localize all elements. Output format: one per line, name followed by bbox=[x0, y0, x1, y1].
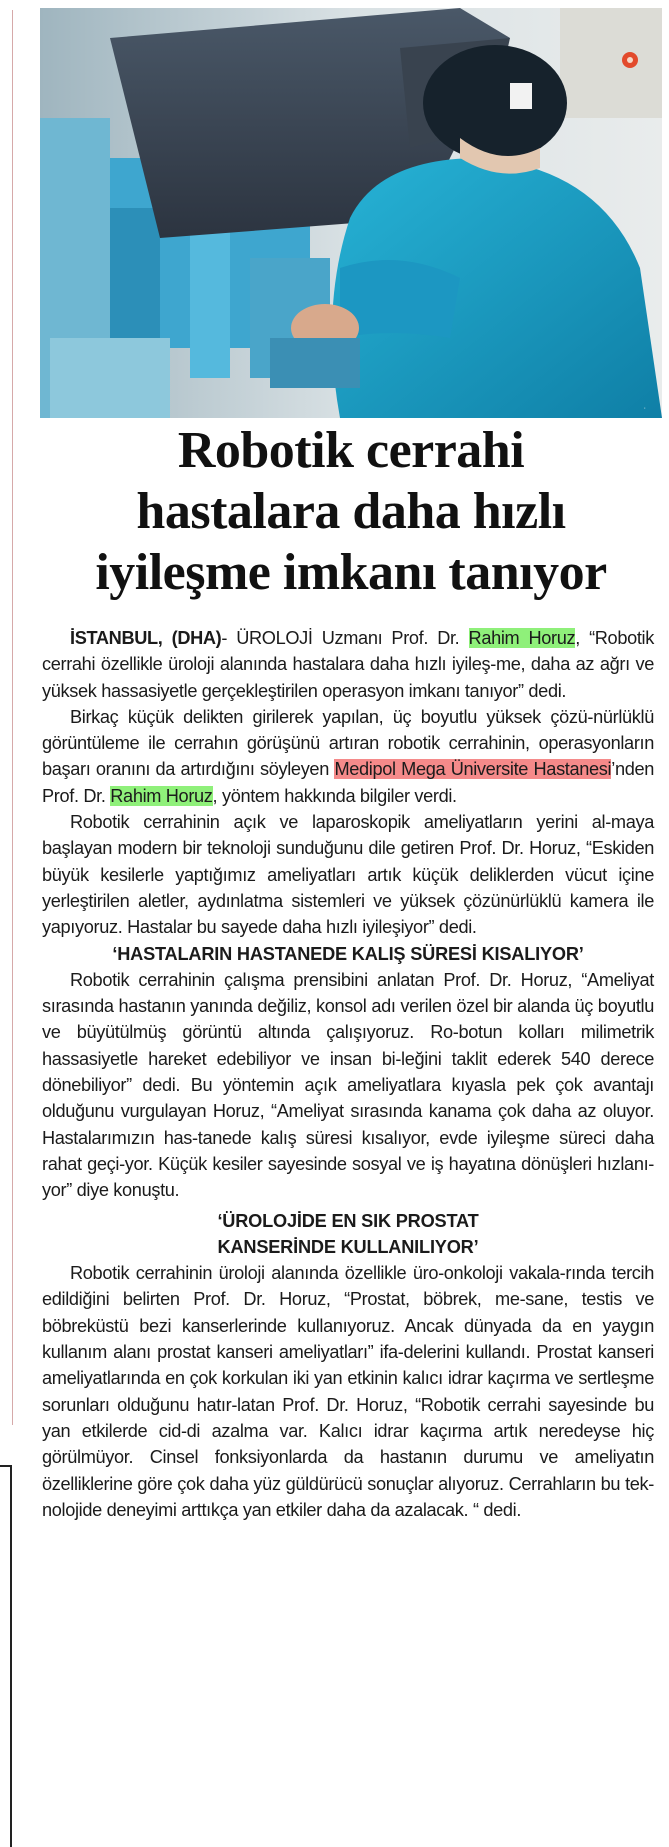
subheading-2 bbox=[42, 1208, 654, 1261]
column-bracket bbox=[0, 1465, 12, 1847]
paragraph-2-text-b: ’nden Prof. Dr. bbox=[42, 759, 655, 806]
svg-text:·: · bbox=[643, 405, 646, 412]
page-edge-mark bbox=[2, 10, 13, 1425]
paragraph-2-text-c: , yöntem hakkında bilgiler verdi. bbox=[212, 785, 457, 806]
headline-line-2: hastalara daha hızlı bbox=[136, 483, 566, 540]
subheading-2-line-1: ‘ÜROLOJİDE EN SIK PROSTAT bbox=[217, 1210, 479, 1231]
paragraph-2 bbox=[42, 704, 654, 809]
subheading-2-line-2: KANSERİNDE KULLANILIYOR’ bbox=[217, 1236, 479, 1257]
paragraph-3: Robotik cerrahinin açık ve laparoskopik ameliyatların yerini al-maya başlayan modern bir teknoloji sunduğunu dile getiren Prof. Dr. Horuz, “Eskiden büyük kesilerle yaptığımız ameliyatları artık küçük deliklerden vücut içine yerleştirilen aletler, aydınlatma sistemleri ve yüksek çözünürlüklü kamera ile yapıyoruz. Hastalar bu sayede daha hızlı iyileşiyor” dedi. bbox=[42, 812, 654, 938]
paragraph-1-text-a: - ÜROLOJİ Uzmanı Prof. Dr. bbox=[221, 628, 469, 648]
paragraph-4: Robotik cerrahinin çalışma prensibini anlatan Prof. Dr. Horuz, “Ameliyat sırasında hastanın yanında değiliz, konsol adı verilen özel bir alanda üç boyutlu ve büyütülmüş görüntü altında çalışıyoruz. Ro-botun kolları milimetrik hassasiyetle hareket edebiliyor ve insan bi-leğini taklit ederek 540 derece dönebiliyor” dedi. Bu yöntemin açık ameliyatlara kıyasla pek çok avantajı olduğunu vurgulayan Horuz, “Ameliyat sırasında kanama çok daha az oluyor. Hastalarımızın has-tanede kalış süresi kısalıyor, evde iyileşme süreci daha rahat geçi-yor. Küçük kesiler sayesinde sosyal ve iş hayatına dönüşleri hızlanı-yor” diye konuştu. bbox=[42, 969, 654, 1201]
article-photo bbox=[40, 8, 662, 418]
headline-line-1: Robotik cerrahi bbox=[177, 422, 525, 479]
subheading-1: ‘HASTALARIN HASTANEDE KALIŞ SÜRESİ KISALIYOR’ bbox=[112, 943, 584, 964]
surgeon-robot-image bbox=[40, 8, 662, 418]
paragraph-1-text-b: , “Robotik cerrahi özellikle üroloji alanında hastalara daha hızlı iyileş-me, daha az ağrı ve yüksek hassasiyetle gerçekleştirilen operasyon imkanı tanıyor” dedi. bbox=[42, 628, 654, 701]
paragraph-2-text-a: Birkaç küçük delikten girilerek yapılan, üç boyutlu yüksek çözü-nürlüklü görüntüleme ile cerrahın görüşünü artıran robotik cerrahinin, operasyonların başarı oranını da artırdığını söyleyen bbox=[42, 706, 654, 780]
paragraph-1 bbox=[42, 625, 654, 704]
highlighted-name: Rahim Horuz bbox=[468, 628, 576, 648]
article-body bbox=[42, 625, 654, 1523]
highlighted-name: Rahim Horuz bbox=[110, 785, 213, 806]
headline-line-3: iyileşme imkanı tanıyor bbox=[95, 544, 607, 601]
highlighted-hospital: Medipol Mega Üniversite Hastanesi bbox=[334, 759, 612, 780]
paragraph-5: Robotik cerrahinin üroloji alanında özellikle üro-onkoloji vakala-rında tercih edildiğini belirten Prof. Dr. Horuz, “Prostat, böbrek, me-sane, testis ve böbreküstü bezi kanserlerinde kullanıyoruz. Ancak dünyada da en yaygın kullanım alanı prostat kanseri ameliyatları” ifa-delerini kullandı. Prostat kanseri ameliyatlarında en çok korkulan iki yan etkinin kalıcı idrar kaçırma ve sertleşme sorunları olduğunu hatır-latan Prof. Dr. Horuz, “Robotik cerrahi sayesinde bu yan etkilerde cid-di azalma var. Kalıcı idrar kaçırma artık neredeyse hiç görülmüyor. Cinsel fonksiyonlarda da hastanın durumu ve ameliyatın özelliklerine göre çok daha yüz güldürücü sonuçlar alıyoruz. Cerrahların bu tek-nolojide deneyimi arttıkça yan etkiler daha da azalacak. “ dedi. bbox=[42, 1263, 654, 1520]
headline bbox=[40, 420, 662, 603]
dateline: İSTANBUL, (DHA) bbox=[70, 628, 222, 648]
